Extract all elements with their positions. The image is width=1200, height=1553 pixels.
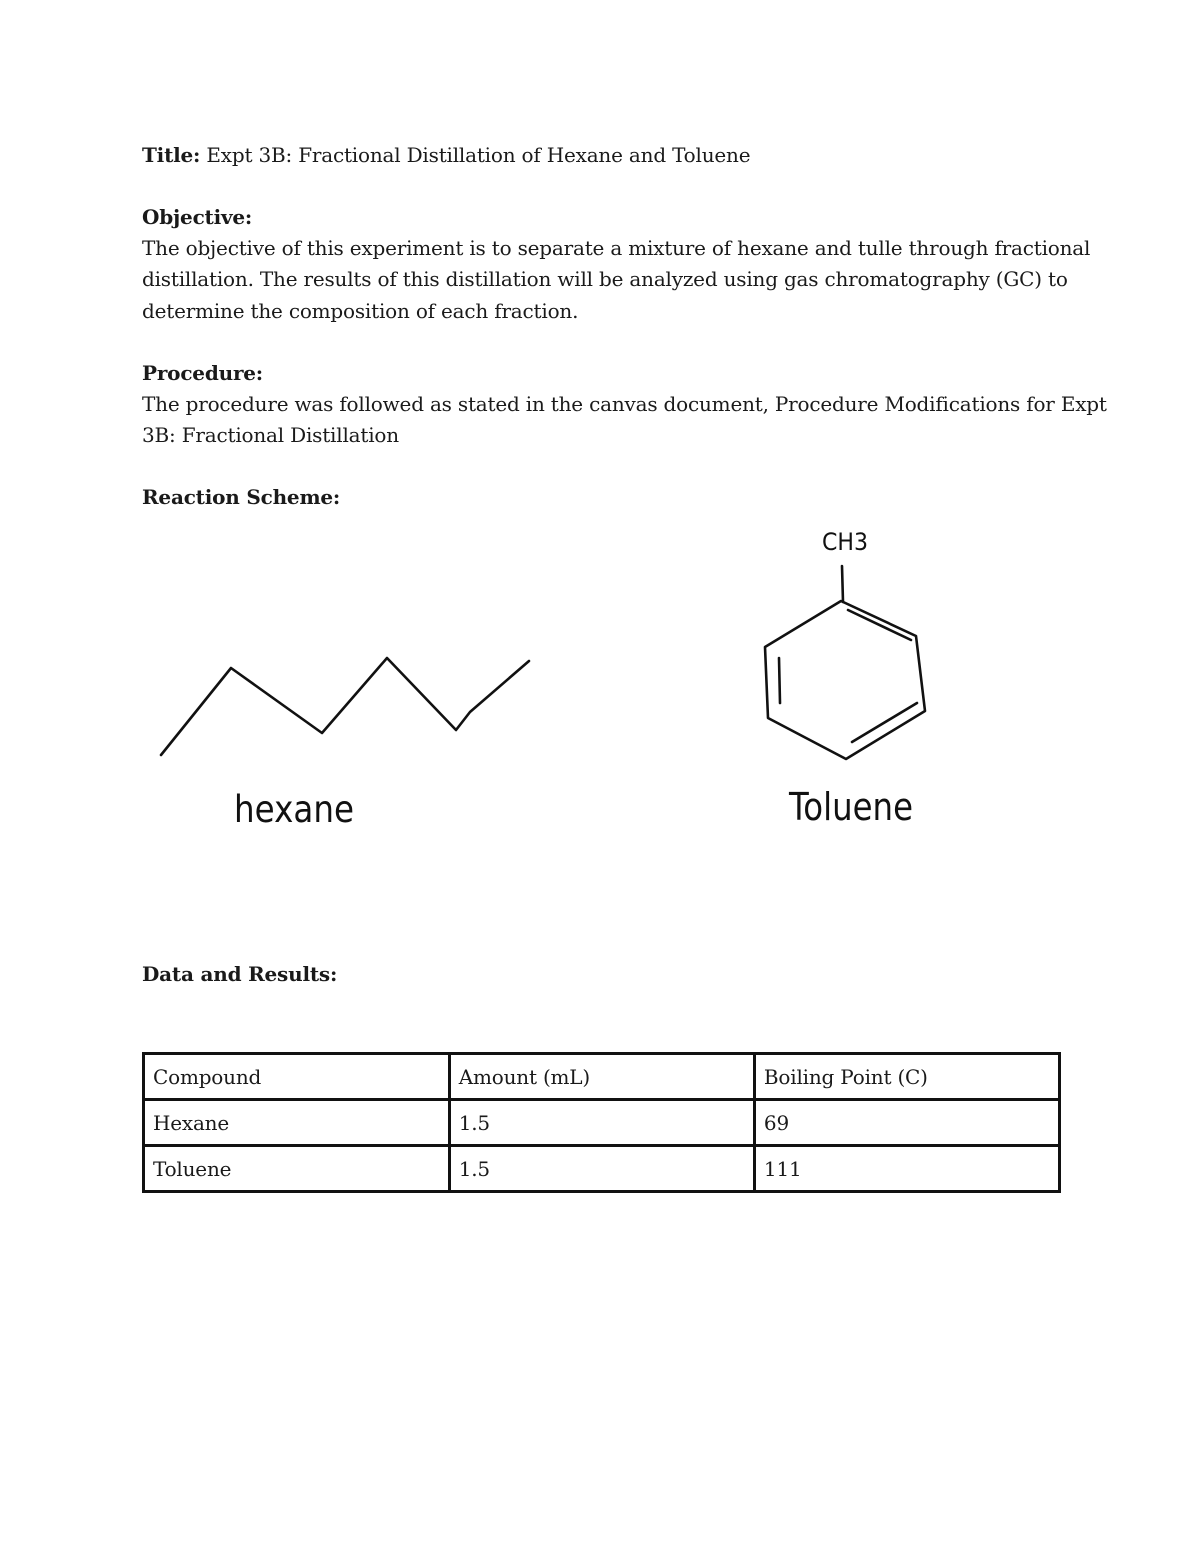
data-results-heading: Data and Results: bbox=[142, 962, 338, 986]
table-cell: 1.5 bbox=[449, 1146, 754, 1192]
procedure-line-1: The procedure was followed as stated in the canvas document, Procedure Modifications for Expt bbox=[142, 392, 1107, 416]
toluene-inner-bond-top bbox=[848, 610, 911, 640]
table-header-cell: Compound bbox=[144, 1054, 450, 1100]
objective-heading: Objective: bbox=[142, 205, 253, 229]
table-cell: 69 bbox=[754, 1100, 1059, 1146]
procedure-line-2: 3B: Fractional Distillation bbox=[142, 423, 399, 448]
toluene-methyl-bond bbox=[842, 566, 843, 602]
hexane-handwritten-label: hexane bbox=[234, 788, 354, 831]
procedure-heading: Procedure: bbox=[142, 361, 263, 385]
hexane-skeletal-structure bbox=[161, 658, 529, 755]
data-table bbox=[142, 1052, 1061, 1193]
table-cell: 111 bbox=[754, 1146, 1059, 1192]
table-header-row bbox=[144, 1054, 1060, 1100]
objective-line-3: determine the composition of each fraction. bbox=[142, 298, 579, 323]
toluene-inner-bond-left bbox=[779, 658, 780, 703]
table-cell: 1.5 bbox=[449, 1100, 754, 1146]
table-cell: Hexane bbox=[144, 1100, 450, 1146]
toluene-ring bbox=[765, 601, 925, 759]
title-label: Title: bbox=[142, 143, 201, 167]
table-header-cell: Amount (mL) bbox=[449, 1054, 754, 1100]
table-row bbox=[144, 1100, 1060, 1146]
objective-line-1: The objective of this experiment is to separate a mixture of hexane and tulle through fractional bbox=[142, 236, 1091, 260]
toluene-handwritten-label: Toluene bbox=[788, 785, 913, 829]
toluene-structure bbox=[765, 566, 925, 759]
reaction-scheme-heading: Reaction Scheme: bbox=[142, 485, 341, 509]
table-row bbox=[144, 1146, 1060, 1192]
objective-line-2: distillation. The results of this distillation will be analyzed using gas chromatography (GC) to bbox=[142, 267, 1068, 292]
table-cell: Toluene bbox=[144, 1146, 450, 1192]
methyl-handwritten-label: CH3 bbox=[822, 528, 868, 556]
title-text: Expt 3B: Fractional Distillation of Hexane and Toluene bbox=[206, 143, 751, 167]
table-header-cell: Boiling Point (C) bbox=[754, 1054, 1059, 1100]
